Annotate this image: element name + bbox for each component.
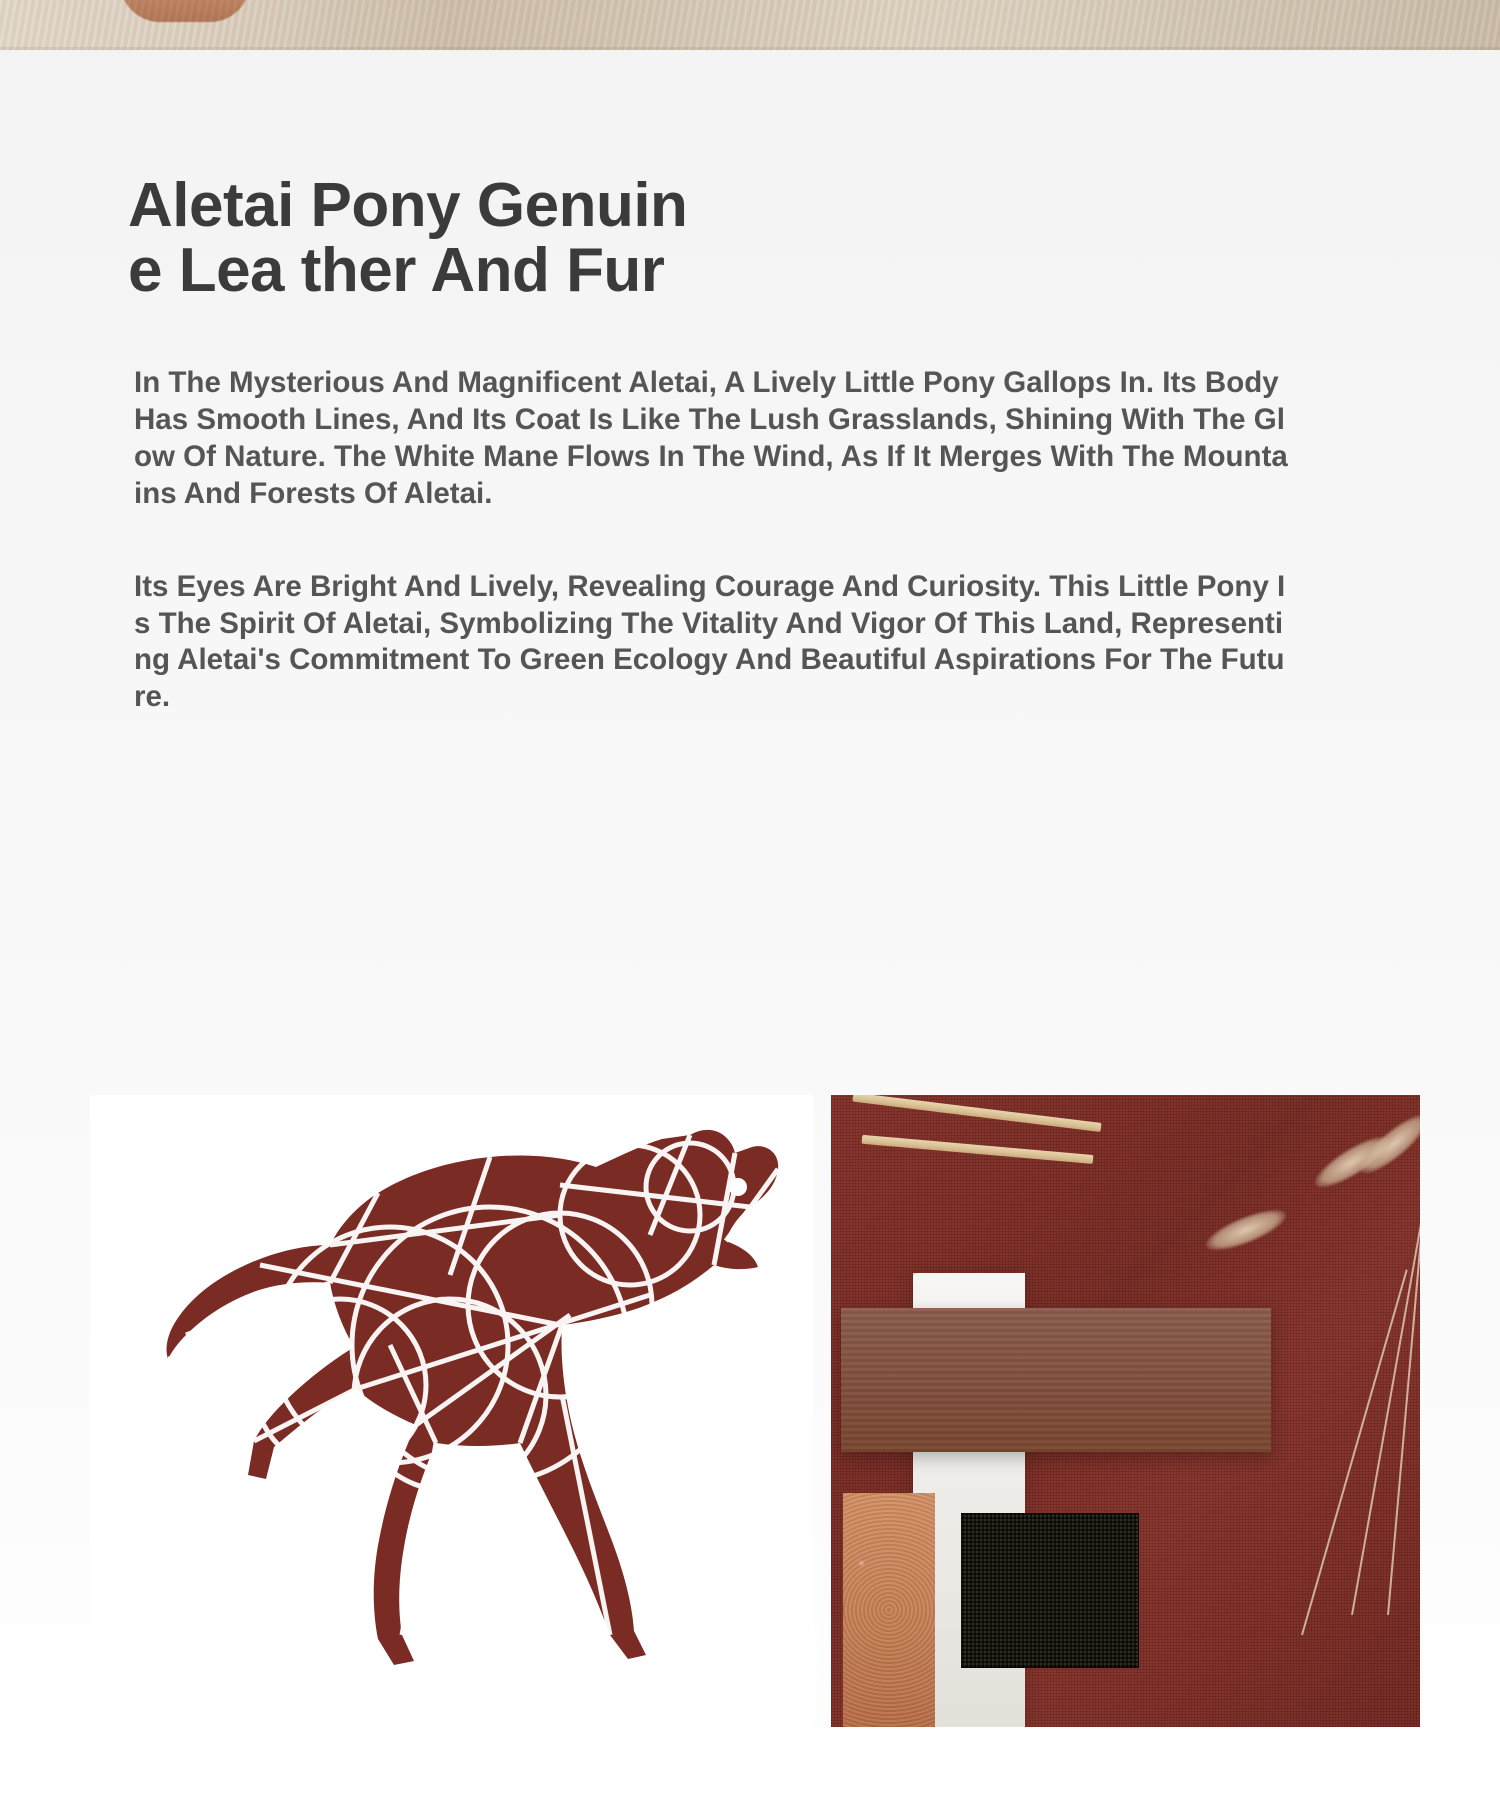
horse-geometric-illustration bbox=[90, 1095, 813, 1727]
article-content bbox=[0, 50, 1500, 716]
image-gallery bbox=[90, 1095, 1420, 1727]
photo-mesh-swatch bbox=[961, 1513, 1139, 1668]
photo-brown-leather-bar bbox=[841, 1308, 1271, 1452]
horse-eye bbox=[729, 1178, 747, 1196]
photo-tan-leather-swatch bbox=[843, 1493, 935, 1727]
leather-material-flatlay bbox=[831, 1095, 1420, 1727]
page-title: Aletai Pony Genuine Lea ther And Fur bbox=[128, 171, 688, 306]
top-photo-strip bbox=[0, 0, 1500, 50]
body-text bbox=[134, 365, 1294, 716]
top-photo-fur-texture bbox=[0, 0, 1500, 50]
paragraph-1: In The Mysterious And Magnificent Aletai, A Lively Little Pony Gallops In. Its Body Has Smooth Lines, And Its Coat Is Like The Lush Grasslands, Shining With The Glow Of Nature. The White Mane Flows In The Wind, As If It Merges With The Mountains And Forests Of Aletai. bbox=[134, 366, 1288, 510]
horse-icon bbox=[90, 1095, 813, 1727]
paragraph-2: Its Eyes Are Bright And Lively, Revealing Courage And Curiosity. This Little Pony Is The Spirit Of Aletai, Symbolizing The Vitality And Vigor Of This Land, Representing Aletai's Commitment To Green Ecology And Beautiful Aspirations For The Future. bbox=[134, 569, 1286, 714]
